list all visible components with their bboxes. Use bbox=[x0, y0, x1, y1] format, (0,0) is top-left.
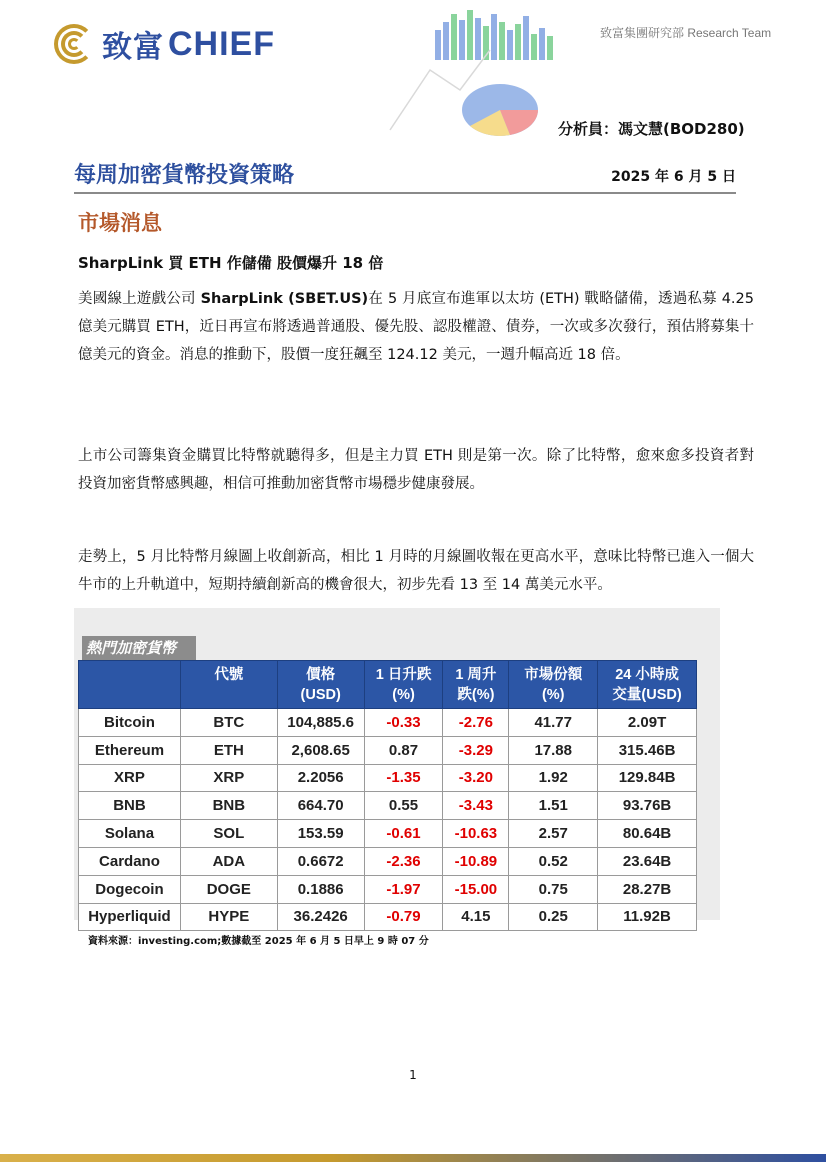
cell-code: XRP bbox=[180, 764, 277, 792]
cell-1w-change: -3.20 bbox=[443, 764, 509, 792]
cell-name: Dogecoin bbox=[79, 875, 181, 903]
cell-volume: 2.09T bbox=[598, 709, 697, 737]
cell-1d-change: 0.55 bbox=[364, 792, 443, 820]
cell-market-share: 0.52 bbox=[509, 847, 598, 875]
cell-1d-change: -0.79 bbox=[364, 903, 443, 931]
header-name bbox=[79, 661, 181, 709]
cell-market-share: 0.75 bbox=[509, 875, 598, 903]
table-row bbox=[79, 709, 697, 737]
cell-1w-change: -10.63 bbox=[443, 820, 509, 848]
cell-1d-change: -2.36 bbox=[364, 847, 443, 875]
cell-price: 2,608.65 bbox=[277, 736, 364, 764]
document-title: 每周加密貨幣投資策略 bbox=[74, 163, 295, 188]
logo-text-english: CHIEF bbox=[168, 24, 275, 63]
cell-volume: 23.64B bbox=[598, 847, 697, 875]
header-24h-volume: 24 小時成 交量(USD) bbox=[598, 661, 697, 709]
cell-name: Bitcoin bbox=[79, 709, 181, 737]
cell-price: 36.2426 bbox=[277, 903, 364, 931]
cell-1w-change: -2.76 bbox=[443, 709, 509, 737]
article-title: SharpLink 買 ETH 作儲備 股價爆升 18 倍 bbox=[78, 254, 384, 272]
cell-market-share: 2.57 bbox=[509, 820, 598, 848]
logo-emblem-icon bbox=[52, 22, 96, 66]
cell-volume: 129.84B bbox=[598, 764, 697, 792]
crypto-table bbox=[78, 660, 697, 931]
cell-1w-change: -3.29 bbox=[443, 736, 509, 764]
cell-1d-change: -1.35 bbox=[364, 764, 443, 792]
cell-code: ETH bbox=[180, 736, 277, 764]
company-ticker: SharpLink (SBET.US) bbox=[200, 291, 369, 307]
cell-1d-change: -1.97 bbox=[364, 875, 443, 903]
table-row bbox=[79, 764, 697, 792]
cell-price: 0.6672 bbox=[277, 847, 364, 875]
cell-volume: 11.92B bbox=[598, 903, 697, 931]
cell-name: BNB bbox=[79, 792, 181, 820]
cell-price: 104,885.6 bbox=[277, 709, 364, 737]
cell-1d-change: 0.87 bbox=[364, 736, 443, 764]
paragraph-3: 走勢上，5 月比特幣月線圖上收創新高，相比 1 月時的月線圖收報在更高水平，意味比特幣已進入一個大牛市的上升軌道中，短期持續創新高的機會很大，初步先看 13 至 14 萬美元水平。 bbox=[78, 549, 754, 593]
cell-code: ADA bbox=[180, 847, 277, 875]
cell-1w-change: 4.15 bbox=[443, 903, 509, 931]
cell-name: XRP bbox=[79, 764, 181, 792]
cell-volume: 93.76B bbox=[598, 792, 697, 820]
cell-price: 153.59 bbox=[277, 820, 364, 848]
title-row bbox=[74, 156, 736, 194]
cell-name: Ethereum bbox=[79, 736, 181, 764]
document-date: 2025 年 6 月 5 日 bbox=[611, 169, 736, 185]
cell-code: BNB bbox=[180, 792, 277, 820]
cell-price: 664.70 bbox=[277, 792, 364, 820]
paragraph-2: 上市公司籌集資金購買比特幣就聽得多，但是主力買 ETH 則是第一次。除了比特幣，愈來愈多投資者對投資加密貨幣感興趣，相信可推動加密貨幣市場穩步健康發展。 bbox=[78, 448, 754, 492]
header-price: 價格 (USD) bbox=[277, 661, 364, 709]
cell-1d-change: -0.61 bbox=[364, 820, 443, 848]
research-team-label: 致富集團研究部 Research Team bbox=[600, 26, 772, 40]
cell-code: HYPE bbox=[180, 903, 277, 931]
cell-name: Hyperliquid bbox=[79, 903, 181, 931]
cell-market-share: 0.25 bbox=[509, 903, 598, 931]
cell-1w-change: -15.00 bbox=[443, 875, 509, 903]
footer-bar bbox=[0, 1154, 826, 1162]
table-row bbox=[79, 736, 697, 764]
table-row bbox=[79, 820, 697, 848]
cell-market-share: 17.88 bbox=[509, 736, 598, 764]
cell-market-share: 1.92 bbox=[509, 764, 598, 792]
table-header-row bbox=[79, 661, 697, 709]
table-row bbox=[79, 875, 697, 903]
table-tag: 熱門加密貨幣 bbox=[82, 636, 196, 660]
table-row bbox=[79, 792, 697, 820]
paragraph-1: 美國線上遊戲公司 SharpLink (SBET.US)在 5 月底宣布進軍以太坊 (ETH) 戰略儲備，透過私募 4.25 億美元購買 ETH，近日再宣布將透過普通股、優先股、認股權證、債券，一次或多次發行，預估將募集十億美元的資金。消息的推動下，股價一度狂飆至 124.12 美元，一週升幅高近 18 倍。 bbox=[78, 291, 754, 363]
cell-price: 2.2056 bbox=[277, 764, 364, 792]
cell-code: BTC bbox=[180, 709, 277, 737]
cell-market-share: 1.51 bbox=[509, 792, 598, 820]
cell-volume: 80.64B bbox=[598, 820, 697, 848]
page-number: 1 bbox=[409, 1068, 417, 1082]
cell-1d-change: -0.33 bbox=[364, 709, 443, 737]
header-1d-change: 1 日升跌 (%) bbox=[364, 661, 443, 709]
section-title: 市場消息 bbox=[78, 211, 162, 235]
cell-volume: 28.27B bbox=[598, 875, 697, 903]
table-row bbox=[79, 847, 697, 875]
data-source-note: 資料來源：investing.com;數據截至 2025 年 6 月 5 日早上 9 時 07 分 bbox=[88, 936, 429, 947]
header-market-share: 市場份額 (%) bbox=[509, 661, 598, 709]
header-code: 代號 bbox=[180, 661, 277, 709]
table-row bbox=[79, 903, 697, 931]
cell-code: SOL bbox=[180, 820, 277, 848]
cell-name: Cardano bbox=[79, 847, 181, 875]
cell-name: Solana bbox=[79, 820, 181, 848]
cell-price: 0.1886 bbox=[277, 875, 364, 903]
cell-market-share: 41.77 bbox=[509, 709, 598, 737]
cell-1w-change: -3.43 bbox=[443, 792, 509, 820]
company-logo bbox=[52, 22, 275, 66]
cell-code: DOGE bbox=[180, 875, 277, 903]
header-1w-change: 1 周升 跌(%) bbox=[443, 661, 509, 709]
logo-text-chinese: 致富 bbox=[102, 30, 164, 65]
cell-volume: 315.46B bbox=[598, 736, 697, 764]
header-chart-graphic bbox=[330, 0, 580, 150]
cell-1w-change: -10.89 bbox=[443, 847, 509, 875]
analyst-label: 分析員：馮文慧(BOD280) bbox=[558, 120, 745, 138]
